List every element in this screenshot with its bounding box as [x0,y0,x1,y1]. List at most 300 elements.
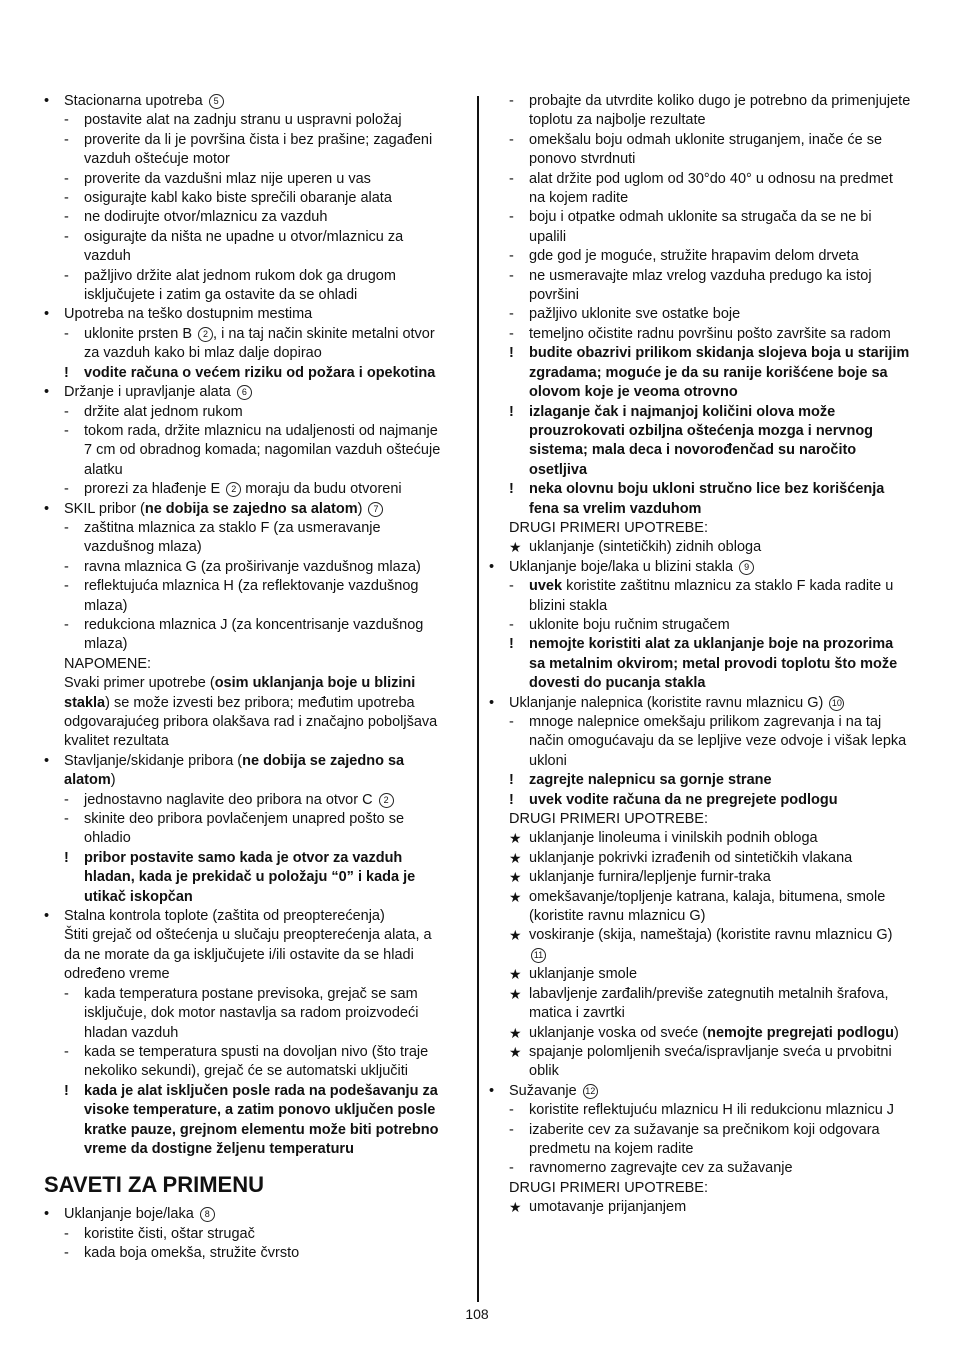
text-run: kada boja omekša, stružite čvrsto [84,1245,300,1262]
text-run: osigurajte da ništa ne upadne u otvor/mlaznicu za vazduh [84,228,404,265]
list-item [44,616,444,655]
text-run: postavite alat na zadnju stranu u uspravni položaj [84,112,402,129]
list-item [44,208,444,227]
item-text [84,850,415,905]
item-text [84,1083,439,1157]
item-text [84,811,404,846]
text-run: osigurajte kabl kako biste sprečili obaranje alata [84,190,392,207]
text-run: Sužavanje [509,1082,581,1099]
list-item [44,558,444,577]
text-run: alat držite pod uglom od 30°do 40° u odnosu na predmet na kojem radite [529,170,893,207]
list-item [489,558,911,577]
list-item [44,325,444,364]
list-item [44,1244,444,1263]
bullet-marker: - [64,228,69,245]
item-text [84,268,396,303]
bullet-marker: ★ [509,539,522,556]
list-item [489,577,911,616]
text-run: labavljenje zarđalih/previše zategnutih metalnih šrafova, matica i zavrtki [529,985,889,1022]
item-text [84,617,423,652]
list-item [489,888,911,927]
list-item [44,189,444,208]
list-item [44,305,444,324]
text-run: Uklanjanje boje/laka [64,1206,198,1223]
item-text [529,93,910,128]
item-text [64,93,224,109]
item-text [84,578,418,613]
text-run: uklanjanje voska od sveće ( [529,1024,708,1041]
item-text [84,1044,428,1079]
item-text [509,1083,598,1099]
list-item [44,849,444,907]
item-text [529,772,772,788]
item-text [64,1206,215,1222]
item-text [529,986,888,1021]
bullet-marker: ! [509,772,514,789]
text-run: uklonite boju ručnim strugačem [529,616,730,633]
text-run: uklanjanje (sintetičkih) zidnih obloga [529,539,762,556]
left-column [44,92,444,1264]
list-item [489,1101,911,1120]
list-item [44,500,444,519]
list-item [489,635,911,693]
list-item [489,616,911,635]
list-item [489,1198,911,1217]
text-run: koristite čisti, oštar strugač [84,1225,255,1242]
list-item [489,344,911,402]
text-run: neka olovnu boju ukloni stručno lice bez korišćenja fena sa vrelim vazduhom [529,481,885,517]
bullet-marker: - [64,190,69,207]
list-item [489,305,911,324]
bold-text: ne dobija se zajedno sa alatom [144,500,358,517]
list-item [44,131,444,170]
text-run: gde god je moguće, stružite hrapavim delom drveta [529,248,859,265]
list-item [489,519,911,538]
text-run: Stalna kontrola toplote (zaštita od preopterećenja) [64,908,385,925]
bullet-marker: ★ [509,1043,522,1060]
text-run: pribor postavite samo kada je otvor za vazduh hladan, kada je prekidač u položaju “0” i kada je utikač iskopčan [84,849,416,905]
item-text [509,1180,708,1196]
section-heading: SAVETI ZA PRIMENU [44,1172,265,1198]
text-run: uklanjanje linoleuma i vinilskih podnih obloga [529,830,818,847]
item-text [529,830,818,846]
bullet-marker: ! [509,636,514,653]
bullet-marker: - [509,714,514,730]
text-run: kada temperatura postane previsoka, grejač se sam isključuje, dok motor nastavlja sa radom proizvodeći hladan vazduh [84,985,419,1041]
bullet-marker: • [489,558,495,575]
bullet-marker: ★ [509,869,522,886]
text-run: koristite reflektujuću mlaznicu H ili redukcionu mlaznicu J [529,1102,895,1119]
list-item [489,247,911,266]
item-text [84,132,432,167]
item-text [509,520,708,536]
item-text [64,927,432,982]
item-text [529,850,852,866]
figure-ref-badge: 2 [198,327,213,342]
item-text [529,927,892,962]
item-text [529,209,872,244]
list-item [44,810,444,849]
list-item [489,713,911,771]
text-run: ) [110,772,116,789]
item-text [529,268,872,303]
item-text [529,132,882,167]
page-number: 108 [465,1306,489,1322]
item-text [84,326,435,361]
item-text [64,306,312,322]
list-item [489,1121,911,1160]
list-item [44,577,444,616]
item-text [529,714,906,769]
item-text [529,1044,892,1079]
item-text [529,481,884,516]
item-text [84,986,418,1041]
list-item [489,985,911,1024]
text-run: ) [894,1024,899,1041]
text-run: koristite zaštitnu mlaznicu za staklo F kada radite u blizini stakla [529,578,894,614]
list-item [489,538,911,557]
text-run: ) [357,500,367,517]
text-run: izlaganje čak i najmanjoj količini olova može prouzrokovati ozbiljna oštećenja mozga i nervnog sistema; mala deca i novorođenčad su naročito osetljiva [529,403,874,478]
list-item [44,364,444,383]
bullet-marker: - [509,209,514,226]
text-run: DRUGI PRIMERI UPOTREBE: [509,1179,708,1196]
text-run: vodite računa o većem riziku od požara i opekotina [84,364,436,381]
item-text [64,501,383,517]
bullet-marker: ★ [509,985,522,1002]
bullet-marker: ! [509,791,514,808]
bullet-marker: - [64,985,69,1002]
text-run: ) se može izvesti bez pribora; međutim upotreba odgovarajućeg pribora olakšava rad i značajno poboljšava kvalitet rezultata [64,694,438,750]
bullet-marker: • [44,1206,50,1223]
text-run: Stavljanje/skidanje pribora ( [64,752,243,769]
bold-text: ne dobija se zajedno sa alatom [64,752,405,789]
text-run: DRUGI PRIMERI UPOTREBE: [509,519,708,536]
bullet-marker: - [64,170,69,187]
text-run: ravna mlaznica G (za proširivanje vazdušnog mlaza) [84,558,421,575]
text-run: voskiranje (skija, nameštaja) (koristite ravnu mlaznicu G) [529,927,893,944]
list-item [44,1205,444,1224]
item-text [84,404,243,420]
item-text [84,559,421,575]
item-text [84,209,327,225]
list-item [44,403,444,422]
item-text [529,636,897,691]
item-text [529,326,891,342]
bullet-marker: - [509,248,514,265]
bold-text: uvek [529,578,563,595]
bullet-marker: ★ [509,1024,522,1041]
text-run: držite alat jednom rukom [84,403,243,420]
list-item [489,170,911,209]
list-item [489,1024,911,1043]
bullet-marker: - [509,616,514,633]
bold-text: nemojte pregrejati podlogu [707,1024,895,1041]
figure-ref-badge: 11 [531,948,546,963]
list-item [489,1159,911,1178]
bullet-marker: - [64,209,69,226]
bullet-marker: ! [509,403,514,420]
list-item [44,674,444,752]
list-item [44,985,444,1043]
bullet-marker: • [489,694,495,711]
bullet-marker: - [509,170,514,187]
text-run: SKIL pribor ( [64,500,145,517]
item-text [84,229,403,264]
bullet-marker: - [64,112,69,129]
text-run: omekšavanje/topljenje katrana, kalaja, bitumena, smole (koristite ravnu mlaznicu G) [529,888,886,925]
bullet-marker: - [64,267,69,284]
item-text [509,811,708,827]
bullet-marker: - [64,403,69,420]
item-text [84,190,392,206]
text-run: , i na taj način skinite metalni otvor za vazduh kako bi mlaz dalje dopirao [84,325,435,362]
text-run: uklanjanje furnira/lepljenje furnir-traka [529,869,771,886]
item-text [529,578,893,613]
text-run: jednostavno naglavite deo pribora na otvor C [84,791,377,808]
text-run: Stacionarna upotreba [64,93,207,109]
list-item [44,655,444,674]
item-text [84,423,440,478]
list-item [44,383,444,402]
list-item [489,267,911,306]
bullet-marker: - [509,1102,514,1119]
item-text [529,1025,899,1041]
text-run: omekšalu boju odmah uklonite struganjem, inače će se ponovo stvrdnuti [529,131,883,168]
list-item [44,1225,444,1244]
bullet-marker: ★ [509,966,522,983]
list-item [489,92,911,131]
bullet-marker: - [509,267,514,284]
bullet-marker: - [64,422,69,439]
text-run: kada je alat isključen posle rada na podešavanju za visoke temperature, a zatim ponovo uključen posle kratke pauze, grejnom elementu može biti potrebno vreme da dostigne željenu temperaturu [84,1082,439,1157]
bullet-marker: ★ [509,849,522,866]
list-item [44,907,444,926]
text-run: Uklanjanje nalepnica (koristite ravnu mlaznicu G) [509,694,828,711]
item-text [84,481,402,497]
list-item [489,1082,911,1101]
list-item [489,829,911,848]
text-run: uklanjanje smole [529,966,638,983]
list-item [44,791,444,810]
item-text [529,306,740,322]
list-item [44,1082,444,1160]
item-text [84,365,435,381]
text-run: NAPOMENE: [64,655,152,672]
text-run: Uklanjanje boje/laka u blizini stakla [509,558,738,575]
bullet-marker: - [64,1245,69,1262]
bullet-marker: • [489,1082,495,1099]
bullet-marker: - [64,481,69,498]
item-text [529,617,730,633]
list-item [44,926,444,984]
item-text [529,869,771,885]
text-run: pažljivo uklonite sve ostatke boje [529,306,741,323]
list-item [44,92,444,111]
list-item [489,1043,911,1082]
item-text [529,1122,880,1157]
list-item [44,1043,444,1082]
text-run: uvek vodite računa da ne pregrejete podlogu [529,791,838,808]
bullet-marker: - [64,558,69,575]
text-run: pažljivo držite alat jednom rukom dok ga drugom isključujete i zatim ga ostavite da se ohladi [84,267,396,304]
text-run: mnoge nalepnice omekšaju prilikom zagrevanja i na taj način omogućavaju da se lepljive veze odvoje i višak lepka ukloni [529,714,907,769]
bullet-marker: ! [64,364,69,381]
figure-ref-badge: 6 [237,385,252,400]
bullet-marker: - [64,131,69,148]
item-text [529,248,859,264]
text-run: proverite da li je površina čista i bez prašine; zagađeni vazduh oštećuje motor [84,131,433,168]
figure-ref-badge: 2 [379,793,394,808]
text-run: probajte da utvrdite koliko dugo je potrebno da primenjujete toplotu za najbolje rezultate [529,93,911,129]
list-item [44,267,444,306]
item-text [529,889,885,924]
text-run: DRUGI PRIMERI UPOTREBE: [509,811,708,828]
text-run: kada se temperatura spusti na dovoljan nivo (što traje nekoliko sekundi), grejač će se automatski uključiti [84,1043,429,1080]
text-run: Držanje i upravljanje alata [64,384,235,401]
figure-ref-badge: 5 [209,94,224,109]
list-item [44,480,444,499]
item-text [64,753,404,788]
bullet-marker: - [64,325,69,342]
item-text [529,539,761,555]
bullet-marker: - [64,811,69,828]
item-text [509,695,844,711]
item-text [529,1102,894,1118]
text-run: ravnomerno zagrevajte cev za sužavanje [529,1160,793,1177]
list-item [44,111,444,130]
text-run: umotavanje prijanjanjem [529,1199,687,1216]
item-text [529,171,893,206]
item-text [529,404,873,478]
bullet-marker: ★ [509,830,522,847]
figure-ref-badge: 8 [200,1207,215,1222]
list-item [489,868,911,887]
bullet-marker: • [44,752,50,769]
list-item [44,170,444,189]
text-run: redukciona mlaznica J (za koncentrisanje vazdušnog mlaza) [84,616,424,653]
bullet-marker: ! [509,345,514,362]
list-item [489,131,911,170]
bullet-marker: - [509,93,514,109]
item-text [509,559,754,575]
list-item [489,771,911,790]
bullet-marker: - [509,306,514,323]
item-text [84,792,394,808]
text-run: skinite deo pribora povlačenjem unapred pošto se ohladio [84,811,405,847]
bullet-marker: - [64,791,69,808]
item-text [64,384,252,400]
list-item [44,228,444,267]
bullet-marker: ★ [509,1199,522,1216]
text-run: spajanje polomljenih sveća/ispravljanje sveća u prvobitni oblik [529,1043,892,1080]
bullet-marker: • [44,306,50,323]
bullet-marker: ★ [509,888,522,905]
bullet-marker: - [64,1225,69,1242]
item-text [84,171,371,187]
list-item [489,480,911,519]
bullet-marker: - [509,1121,514,1138]
item-text [64,908,385,924]
text-run: zaštitna mlaznica za staklo F (za usmeravanje vazdušnog mlaza) [84,519,381,556]
bullet-marker: - [64,578,69,595]
list-item [44,422,444,480]
list-item [489,208,911,247]
list-item [489,791,911,810]
bold-text: osim uklanjanja boje u blizini stakla [64,675,416,711]
list-item [44,519,444,558]
bullet-marker: ! [64,1082,69,1099]
list-item [489,810,911,829]
text-run: izaberite cev za sužavanje sa prečnikom koji odgovara predmetu na kojem radite [529,1121,880,1157]
bullet-marker: - [509,578,514,595]
item-text [84,1226,255,1242]
text-run: uklonite prsten B [84,325,197,342]
list-item [489,965,911,984]
text-run: boju i otpatke odmah uklonite sa strugača da se ne bi upalili [529,209,872,245]
list-item [489,403,911,481]
item-text [529,1199,686,1215]
bullet-marker: - [64,1043,69,1060]
text-run: reflektujuća mlaznica H (za reflektovanje vazdušnog mlaza) [84,578,419,614]
list-item [44,752,444,791]
text-run: Upotreba na teško dostupnim mestima [64,306,313,323]
bullet-marker: • [44,908,50,925]
bullet-marker: - [64,616,69,633]
bullet-marker: ! [64,849,69,866]
bullet-marker: - [509,1160,514,1177]
text-run: budite obazrivi prilikom skidanja slojeva boja u starijim zgradama; moguće je da su ranije korišćene boje sa olovom koje je veoma otrovno [529,345,910,401]
list-item [489,926,911,965]
item-text [64,656,151,672]
item-text [64,675,437,749]
list-item [489,694,911,713]
bullet-marker: ! [509,481,514,498]
list-item [489,1179,911,1198]
figure-ref-badge: 7 [368,502,383,517]
text-run: uklanjanje pokrivki izrađenih od sintetičkih vlakana [529,849,853,866]
item-text [84,1245,299,1261]
text-run: moraju da budu otvoreni [241,481,402,498]
item-text [84,520,381,555]
list-item [489,849,911,868]
list-item [489,325,911,344]
item-text [529,966,637,982]
text-run: Štiti grejač od oštećenja u slučaju preopterećenja alata, a da ne morate da ga isključujete i/ili ostavite da se hladi određeno vreme [64,927,432,983]
bullet-marker: - [509,131,514,148]
text-run: temeljno očistite radnu površinu pošto završite sa radom [529,325,891,342]
text-run: ne usmeravajte mlaz vrelog vazduha predugo ka istoj površini [529,267,872,304]
text-run: prorezi za hlađenje E [84,481,225,498]
column-divider [477,96,479,1302]
item-text [529,345,909,400]
bullet-marker: • [44,384,50,401]
figure-ref-badge: 2 [226,482,241,497]
text-run: tokom rada, držite mlaznicu na udaljenosti od najmanje 7 cm od obradnog komada; nagomilan vazduh oštećuje alatku [84,422,441,478]
figure-ref-badge: 9 [739,560,754,575]
right-column [489,92,911,1218]
figure-ref-badge: 12 [583,1084,598,1099]
item-text [84,112,402,128]
text-run: nemojte koristiti alat za uklanjanje boje na prozorima sa metalnim okvirom; metal provodi toplotu što može dovesti do pucanja stakla [529,636,898,692]
text-run: zagrejte nalepnicu sa gornje strane [529,772,772,789]
bullet-marker: • [44,93,50,109]
item-text [529,792,838,808]
bullet-marker: ★ [509,927,522,944]
bullet-marker: - [509,325,514,342]
text-run: Svaki primer upotrebe ( [64,675,215,692]
bullet-marker: - [64,519,69,536]
